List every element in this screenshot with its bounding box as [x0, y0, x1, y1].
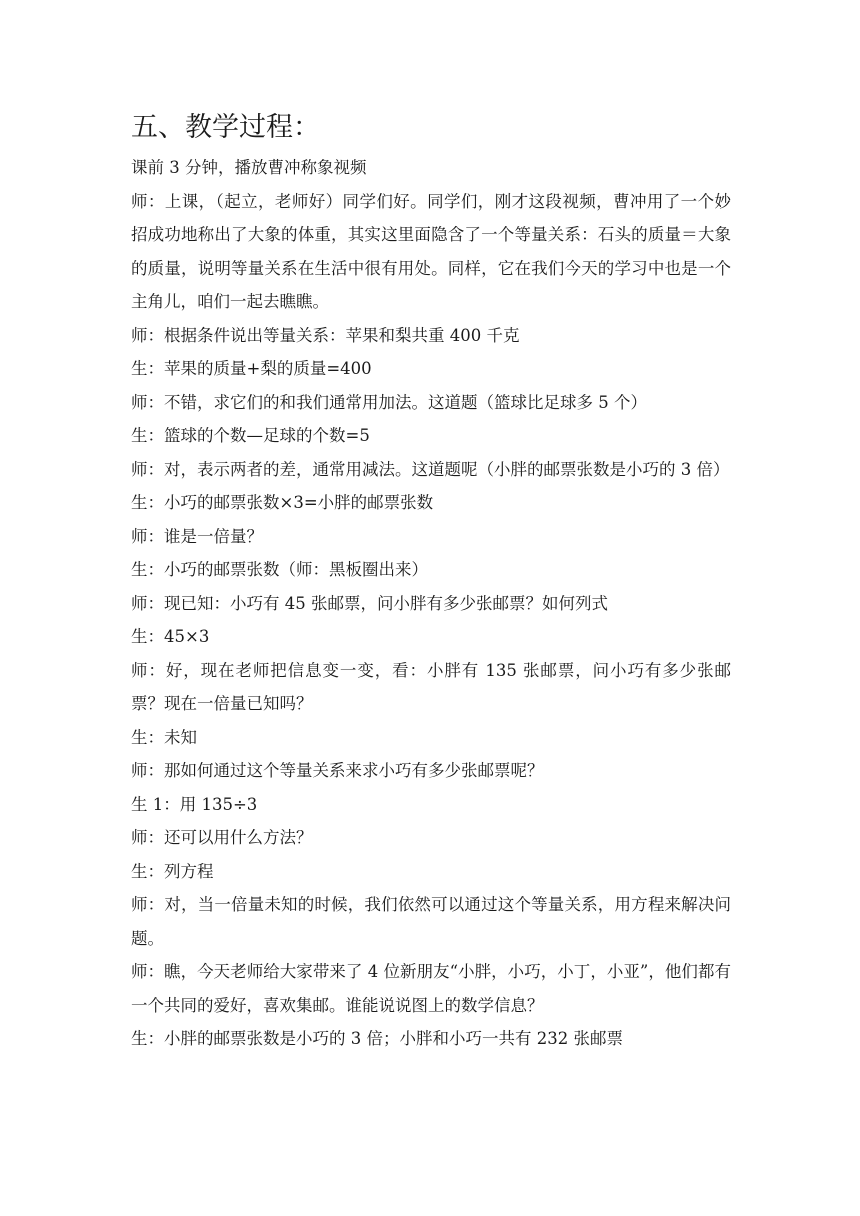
paragraph: 师：对，当一倍量未知的时候，我们依然可以通过这个等量关系，用方程来解决问题。	[131, 895, 731, 948]
paragraph: 师：还可以用什么方法？	[131, 828, 313, 847]
paragraph: 生：小巧的邮票张数×3=小胖的邮票张数	[131, 493, 434, 512]
paragraph: 生：篮球的个数—足球的个数=5	[131, 426, 370, 445]
paragraph: 师：对，表示两者的差，通常用减法。这道题呢（小胖的邮票张数是小巧的 3 倍）	[131, 459, 730, 479]
paragraph: 师：上课，（起立，老师好）同学们好。同学们，刚才这段视频，曹冲用了一个妙招成功地称出了大象的体重，其实这里面隐含了一个等量关系：石头的质量＝大象的质量，说明等量关系在生活中很有用处。同样，它在我们今天的学习中也是一个主角儿，咱们一起去瞧瞧。	[131, 191, 731, 311]
section-heading: 五、教学过程：	[131, 112, 320, 143]
paragraph: 生：未知	[131, 727, 197, 747]
lesson-transcript	[131, 151, 731, 1056]
paragraph: 生：列方程	[131, 861, 214, 881]
paragraph: 师：好，现在老师把信息变一变，看：小胖有 135 张邮票，问小巧有多少张邮票？现在一倍量已知吗？	[131, 660, 731, 713]
paragraph: 生：小胖的邮票张数是小巧的 3 倍；小胖和小巧一共有 232 张邮票	[131, 1029, 623, 1048]
paragraph: 师：瞧，今天老师给大家带来了 4 位新朋友“小胖，小巧，小丁，小亚”，他们都有一个共同的爱好，喜欢集邮。谁能说说图上的数学信息？	[131, 962, 731, 1015]
paragraph: 师：谁是一倍量？	[131, 526, 263, 546]
paragraph: 师：根据条件说出等量关系：苹果和梨共重 400 千克	[131, 325, 520, 345]
paragraph: 生：小巧的邮票张数（师：黑板圈出来）	[131, 560, 428, 579]
paragraph-intro: 课前 3 分钟，播放曹冲称象视频	[131, 158, 367, 177]
paragraph: 师：现已知：小巧有 45 张邮票，问小胖有多少张邮票？如何列式	[131, 593, 608, 613]
paragraph: 生：苹果的质量+梨的质量=400	[131, 359, 372, 378]
paragraph: 师：那如何通过这个等量关系来求小巧有多少张邮票呢？	[131, 761, 544, 780]
paragraph: 生 1：用 135÷3	[131, 794, 258, 814]
paragraph: 生：45×3	[131, 627, 210, 646]
paragraph: 师：不错，求它们的和我们通常用加法。这道题（篮球比足球多 5 个）	[131, 392, 647, 412]
